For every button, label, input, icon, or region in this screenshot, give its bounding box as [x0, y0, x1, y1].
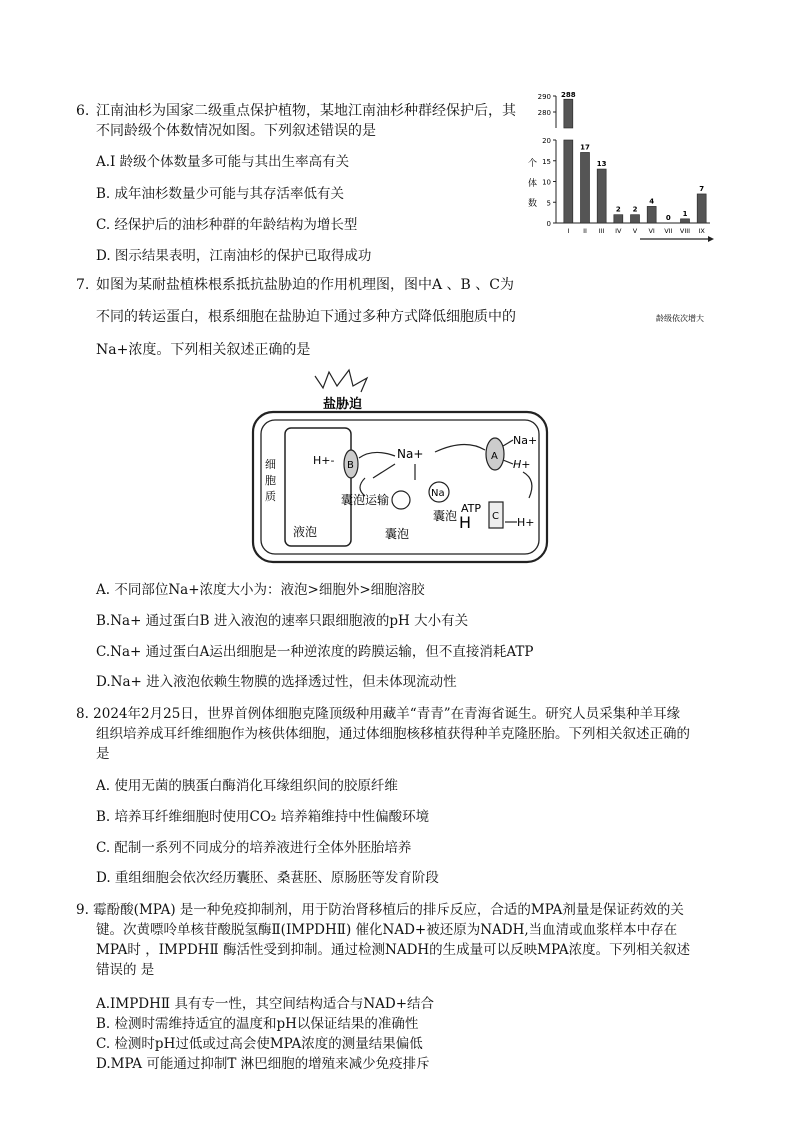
- chart-data-label: 288: [561, 91, 576, 100]
- atp-label: ATP: [461, 502, 482, 515]
- q6-number: 6.: [76, 103, 90, 119]
- q8-option-d: D. 重组细胞会依次经历囊胚、桑葚胚、原肠胚等发育阶段: [96, 870, 439, 886]
- cytoplasm-label-2: 胞: [265, 474, 276, 487]
- chart-data-label: 4: [649, 197, 655, 206]
- q7-option-a: A. 不同部位Na+浓度大小为：液泡>细胞外>细胞溶胶: [96, 582, 425, 598]
- q6-option-a: A.I 龄级个体数量多可能与其出生率高有关: [96, 154, 350, 170]
- vesicle-label-2: 囊泡: [433, 509, 458, 523]
- chart-x-tick-label: III: [598, 227, 605, 235]
- chart-data-label: 17: [580, 143, 590, 152]
- chart-x-tick-label: IV: [615, 227, 622, 235]
- q7-stem-line3: Na+浓度。下列相关叙述正确的是: [96, 342, 311, 358]
- salt-stress-burst-icon: [315, 370, 367, 392]
- chart-x-tick-label: I: [567, 227, 570, 235]
- q8-stem-line2: 组织培养成耳纤维细胞作为核供体细胞，通过体细胞核移植获得种羊克隆胚胎。下列相关叙述正确的: [96, 726, 690, 742]
- q7-option-d: D.Na+ 进入液泡依赖生物膜的选择透过性，但未体现流动性: [96, 674, 457, 690]
- q7-number: 7.: [76, 277, 90, 293]
- chart-data-label: 7: [699, 184, 705, 193]
- chart-y-tick-label: 0: [546, 220, 551, 228]
- vacuole-label: 液泡: [293, 525, 318, 539]
- na-out-label: Na+: [513, 434, 538, 447]
- q8-option-b: B. 培养耳纤维细胞时使用CO₂ 培养箱维持中性偏酸环境: [96, 809, 430, 825]
- q8-stem-line3: 是: [96, 746, 110, 762]
- h-plus-left-label: H+-: [313, 454, 335, 467]
- chart-x-label: 龄级依次增大: [656, 314, 704, 323]
- chart-x-tick-label: VII: [664, 227, 673, 235]
- q9-option-c: C. 检测时pH过低或过高会使MPA浓度的测量结果偏低: [96, 1036, 423, 1052]
- q7-stem-line2: 不同的转运蛋白，根系细胞在盐胁迫下通过多种方式降低细胞质中的: [96, 309, 516, 325]
- chart-x-tick-label: II: [583, 227, 587, 235]
- vesicle-small: [392, 491, 410, 509]
- chart-data-label: 0: [665, 214, 671, 222]
- chart-y-tick-label: 290: [537, 93, 551, 101]
- q8-stem-line1: 8. 2024年2月25日，世界首例体细胞克隆顶级种用藏羊“青青”在青海省诞生。研究人员采集种羊耳缘: [76, 706, 681, 722]
- protein-a-label: A: [491, 451, 498, 462]
- q6-option-d: D. 图示结果表明，江南油杉的保护已取得成功: [96, 248, 372, 264]
- q6-option-b: B. 成年油杉数量少可能与其存活率低有关: [96, 186, 345, 202]
- h-out-label: H+: [513, 458, 531, 471]
- q9-stem-line2: 键。次黄嘌呤单核苷酸脱氢酶Ⅱ(IMPDHⅡ) 催化NAD+被还原为NADH,当血清或血浆样本中存在: [96, 922, 678, 938]
- chart-y-label: 体: [528, 179, 538, 189]
- chart-bar: [681, 219, 690, 223]
- q7-stem-line1: 如图为某耐盐植株根系抵抗盐胁迫的作用机理图，图中A 、B 、C为: [96, 277, 515, 293]
- chart-data-label: 1: [682, 209, 688, 218]
- chart-x-tick-label: VIII: [679, 227, 691, 235]
- na-center-label: Na+: [397, 447, 424, 461]
- chart-x-tick-label: IX: [698, 227, 705, 235]
- chart-bar: [614, 215, 623, 223]
- q9-stem-line4: 错误的 是: [96, 962, 155, 978]
- chart-y-tick-label: 20: [542, 137, 551, 145]
- chart-data-label: 13: [596, 160, 607, 169]
- chart-x-tick-label: V: [632, 227, 638, 235]
- q9-stem-line1: 9. 霉酚酸(MPA) 是一种免疫抑制剂，用于防治肾移植后的排斥反应，合适的MPA剂量是保证药效的关: [76, 902, 684, 918]
- cytoplasm-label-1: 细: [265, 458, 276, 471]
- chart-y-label: 数: [528, 199, 538, 209]
- q9-option-d: D.MPA 可能通过抑制T 淋巴细胞的增殖来减少免疫排斥: [96, 1056, 430, 1072]
- h-big-label: H: [459, 513, 472, 532]
- chart-x-arrow-head: [708, 236, 714, 242]
- chart-y-tick-label: 10: [542, 178, 551, 187]
- q6-stem-line2: 不同龄级个体数情况如图。下列叙述错误的是: [96, 123, 376, 139]
- q6-option-c: C. 经保护后的油杉种群的年龄结构为增长型: [96, 217, 358, 233]
- chart-y-label: 个: [528, 159, 538, 169]
- q6-stem-line1: 江南油杉为国家二级重点保护植物，某地江南油杉种群经保护后，其: [96, 103, 516, 119]
- chart-bar: [564, 99, 573, 128]
- chart-bar: [697, 194, 706, 223]
- q9-option-a: A.IMPDHⅡ 具有专一性，其空间结构适合与NAD+结合: [96, 996, 435, 1012]
- chart-y-tick-label: 5: [546, 199, 551, 208]
- cytoplasm-label-3: 质: [265, 490, 276, 503]
- chart-y-tick-label: 280: [537, 109, 551, 117]
- chart-data-label: 2: [632, 205, 638, 214]
- na-ball-label: Na: [431, 488, 445, 499]
- age-class-bar-chart: [520, 88, 720, 328]
- chart-bar: [581, 152, 590, 223]
- q8-option-a: A. 使用无菌的胰蛋白酶消化耳缘组织间的胶原纤维: [96, 778, 398, 794]
- vesicle-transport-label: 囊泡运输: [341, 493, 390, 507]
- protein-b-label: B: [347, 460, 354, 471]
- q8-option-c: C. 配制一系列不同成分的培养液进行全体外胚胎培养: [96, 840, 412, 856]
- chart-x-tick-label: VI: [648, 227, 655, 235]
- vesicle-label: 囊泡: [385, 527, 410, 541]
- q7-option-b: B.Na+ 通过蛋白B 进入液泡的速率只跟细胞液的pH 大小有关: [96, 613, 469, 629]
- chart-bar: [631, 215, 640, 223]
- salt-stress-label: 盐胁迫: [323, 397, 363, 412]
- chart-y-tick-label: 15: [542, 157, 551, 166]
- q9-stem-line3: MPA时 ，IMPDHⅡ 酶活性受到抑制。通过检测NADH的生成量可以反映MPA浓度。下列相关叙述: [96, 942, 691, 958]
- q7-option-c: C.Na+ 通过蛋白A运出细胞是一种逆浓度的跨膜运输，但不直接消耗ATP: [96, 644, 534, 660]
- chart-bar: [597, 169, 606, 223]
- chart-bar: [647, 206, 656, 223]
- protein-c-label: C: [492, 511, 499, 522]
- chart-data-label: 2: [615, 205, 621, 214]
- q9-option-b: B. 检测时需维持适宜的温度和pH以保证结果的准确性: [96, 1016, 419, 1032]
- h-bottom-label: H+: [517, 516, 535, 529]
- salt-stress-cell-diagram: [245, 368, 555, 566]
- chart-bar: [564, 140, 573, 223]
